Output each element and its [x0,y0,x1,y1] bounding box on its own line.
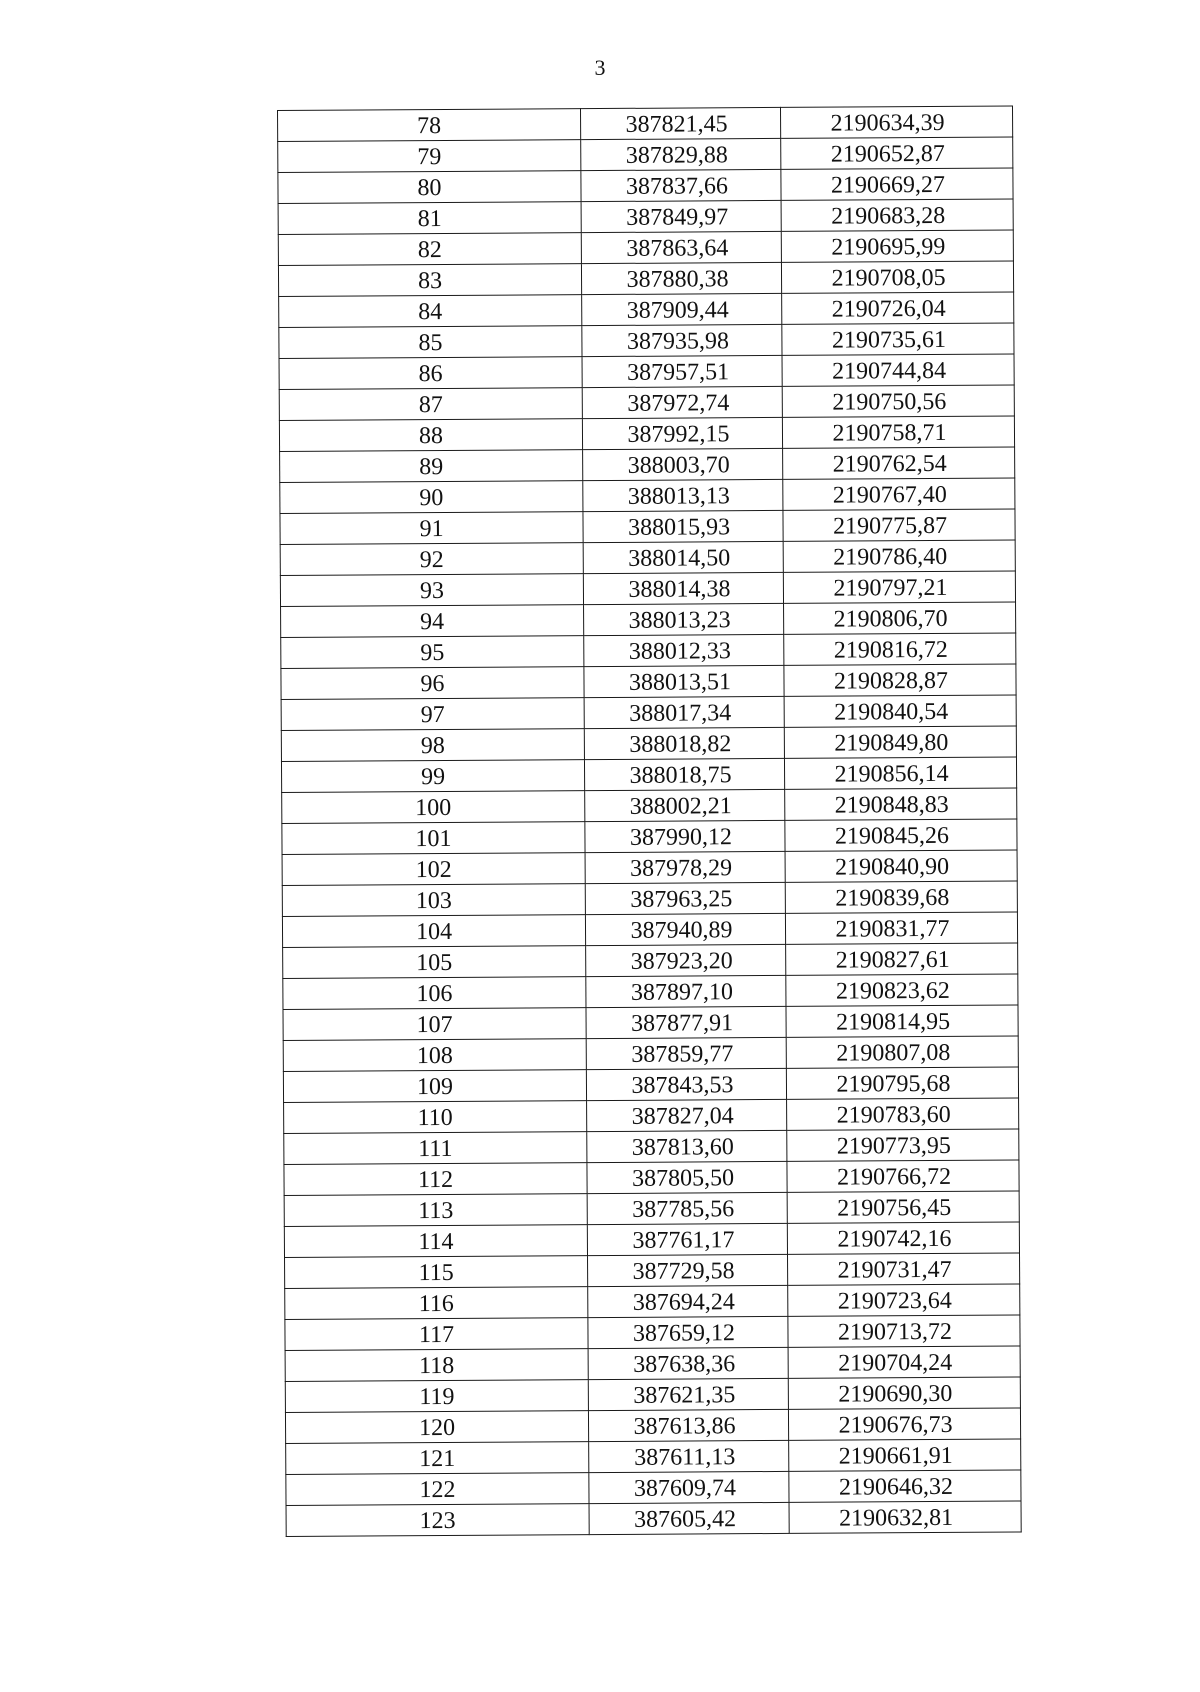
table-row [280,478,1015,513]
point-number-cell: 115 [285,1256,588,1289]
x-coordinate-cell: 387729,58 [588,1254,788,1286]
x-coordinate-cell: 388003,70 [583,448,783,480]
y-coordinate-cell: 2190775,87 [783,509,1015,541]
x-coordinate-cell: 387837,66 [581,169,781,201]
point-number-cell: 84 [279,295,582,328]
table-row [285,1346,1020,1381]
x-coordinate-cell: 387957,51 [582,355,782,387]
x-coordinate-cell: 387827,04 [587,1099,787,1131]
y-coordinate-cell: 2190646,32 [789,1470,1021,1502]
point-number-cell: 93 [280,574,583,607]
table-row [282,881,1017,916]
y-coordinate-cell: 2190848,83 [785,788,1017,820]
table-row [281,695,1016,730]
y-coordinate-cell: 2190661,91 [789,1439,1021,1471]
x-coordinate-cell: 388018,82 [584,727,784,759]
y-coordinate-cell: 2190767,40 [783,478,1015,510]
x-coordinate-cell: 387613,86 [588,1409,788,1441]
table-row [283,1067,1018,1102]
y-coordinate-cell: 2190806,70 [784,602,1016,634]
x-coordinate-cell: 388017,34 [584,696,784,728]
y-coordinate-cell: 2190683,28 [781,199,1013,231]
table-row [282,912,1017,947]
x-coordinate-cell: 387849,97 [581,200,781,232]
point-number-cell: 105 [283,946,586,979]
x-coordinate-cell: 387611,13 [589,1440,789,1472]
point-number-cell: 82 [278,233,581,266]
x-coordinate-cell: 387843,53 [586,1068,786,1100]
x-coordinate-cell: 388018,75 [584,758,784,790]
x-coordinate-cell: 387923,20 [586,944,786,976]
y-coordinate-cell: 2190669,27 [781,168,1013,200]
table-row [285,1315,1020,1350]
point-number-cell: 103 [282,884,585,917]
point-number-cell: 79 [278,140,581,173]
table-row [281,726,1016,761]
table-row [285,1408,1020,1443]
table-row [280,509,1015,544]
y-coordinate-cell: 2190731,47 [788,1253,1020,1285]
y-coordinate-cell: 2190676,73 [788,1408,1020,1440]
table-row [285,1253,1020,1288]
table-row [284,1129,1019,1164]
y-coordinate-cell: 2190735,61 [782,323,1014,355]
y-coordinate-cell: 2190723,64 [788,1284,1020,1316]
point-number-cell: 100 [282,791,585,824]
point-number-cell: 97 [281,698,584,731]
x-coordinate-cell: 387659,12 [588,1316,788,1348]
y-coordinate-cell: 2190840,54 [784,695,1016,727]
x-coordinate-cell: 387978,29 [585,851,785,883]
x-coordinate-cell: 387863,64 [581,231,781,263]
point-number-cell: 112 [284,1163,587,1196]
table-row [282,819,1017,854]
x-coordinate-cell: 387992,15 [582,417,782,449]
y-coordinate-cell: 2190807,08 [786,1036,1018,1068]
x-coordinate-cell: 387972,74 [582,386,782,418]
x-coordinate-cell: 387990,12 [585,820,785,852]
point-number-cell: 117 [285,1318,588,1351]
x-coordinate-cell: 387935,98 [582,324,782,356]
table-row [279,385,1014,420]
y-coordinate-cell: 2190786,40 [783,540,1015,572]
y-coordinate-cell: 2190726,04 [782,292,1014,324]
x-coordinate-cell: 388013,13 [583,479,783,511]
table-row [278,168,1013,203]
point-number-cell: 106 [283,977,586,1010]
table-row [280,447,1015,482]
table-row [278,137,1013,172]
x-coordinate-cell: 387621,35 [588,1378,788,1410]
point-number-cell: 83 [278,264,581,297]
point-number-cell: 101 [282,822,585,855]
table-row [284,1222,1019,1257]
table-row [279,292,1014,327]
table-row [281,664,1016,699]
table-row [283,1005,1018,1040]
y-coordinate-cell: 2190713,72 [788,1315,1020,1347]
y-coordinate-cell: 2190634,39 [780,106,1012,138]
table-row [281,757,1016,792]
point-number-cell: 109 [283,1070,586,1103]
point-number-cell: 87 [279,388,582,421]
y-coordinate-cell: 2190828,87 [784,664,1016,696]
x-coordinate-cell: 387694,24 [588,1285,788,1317]
x-coordinate-cell: 388012,33 [584,634,784,666]
table-row [279,416,1014,451]
point-number-cell: 96 [281,667,584,700]
x-coordinate-cell: 387821,45 [580,107,780,139]
point-number-cell: 104 [282,915,585,948]
y-coordinate-cell: 2190845,26 [785,819,1017,851]
y-coordinate-cell: 2190632,81 [789,1501,1021,1533]
y-coordinate-cell: 2190762,54 [783,447,1015,479]
y-coordinate-cell: 2190839,68 [785,881,1017,913]
y-coordinate-cell: 2190797,21 [783,571,1015,603]
y-coordinate-cell: 2190695,99 [781,230,1013,262]
coordinates-table-body [278,106,1022,1536]
y-coordinate-cell: 2190856,14 [784,757,1016,789]
table-row [285,1284,1020,1319]
table-row [279,354,1014,389]
x-coordinate-cell: 387638,36 [588,1347,788,1379]
x-coordinate-cell: 387785,56 [587,1192,787,1224]
x-coordinate-cell: 387829,88 [581,138,781,170]
table-row [283,943,1018,978]
table-row [278,230,1013,265]
x-coordinate-cell: 388014,38 [583,572,783,604]
y-coordinate-cell: 2190814,95 [786,1005,1018,1037]
table-row [282,850,1017,885]
point-number-cell: 92 [280,543,583,576]
point-number-cell: 111 [284,1132,587,1165]
y-coordinate-cell: 2190816,72 [784,633,1016,665]
y-coordinate-cell: 2190758,71 [782,416,1014,448]
point-number-cell: 110 [284,1101,587,1134]
x-coordinate-cell: 388013,51 [584,665,784,697]
page-number: 3 [594,55,606,80]
table-row [283,974,1018,1009]
x-coordinate-cell: 388013,23 [584,603,784,635]
x-coordinate-cell: 387609,74 [589,1471,789,1503]
x-coordinate-cell: 387897,10 [586,975,786,1007]
table-row [278,106,1013,141]
y-coordinate-cell: 2190773,95 [787,1129,1019,1161]
y-coordinate-cell: 2190849,80 [784,726,1016,758]
x-coordinate-cell: 388014,50 [583,541,783,573]
y-coordinate-cell: 2190756,45 [787,1191,1019,1223]
table-row [285,1377,1020,1412]
y-coordinate-cell: 2190742,16 [787,1222,1019,1254]
x-coordinate-cell: 387859,77 [586,1037,786,1069]
point-number-cell: 108 [283,1039,586,1072]
point-number-cell: 98 [281,729,584,762]
point-number-cell: 118 [285,1349,588,1382]
y-coordinate-cell: 2190690,30 [788,1377,1020,1409]
point-number-cell: 81 [278,202,581,235]
point-number-cell: 119 [285,1380,588,1413]
x-coordinate-cell: 387761,17 [587,1223,787,1255]
table-row [286,1501,1021,1536]
x-coordinate-cell: 387605,42 [589,1502,789,1534]
x-coordinate-cell: 387805,50 [587,1161,787,1193]
point-number-cell: 99 [281,760,584,793]
x-coordinate-cell: 388015,93 [583,510,783,542]
point-number-cell: 88 [279,419,582,452]
x-coordinate-cell: 388002,21 [585,789,785,821]
y-coordinate-cell: 2190831,77 [785,912,1017,944]
table-row [281,602,1016,637]
x-coordinate-cell: 387940,89 [585,913,785,945]
point-number-cell: 113 [284,1194,587,1227]
point-number-cell: 95 [281,636,584,669]
point-number-cell: 123 [286,1504,589,1537]
point-number-cell: 85 [279,326,582,359]
table-row [284,1098,1019,1133]
table-row [284,1160,1019,1195]
table-row [283,1036,1018,1071]
point-number-cell: 80 [278,171,581,204]
y-coordinate-cell: 2190708,05 [781,261,1013,293]
table-row [280,540,1015,575]
y-coordinate-cell: 2190652,87 [781,137,1013,169]
coordinates-table [277,106,1022,1537]
table-row [286,1470,1021,1505]
point-number-cell: 90 [280,481,583,514]
y-coordinate-cell: 2190744,84 [782,354,1014,386]
point-number-cell: 86 [279,357,582,390]
point-number-cell: 91 [280,512,583,545]
point-number-cell: 78 [278,109,581,142]
table-row [278,261,1013,296]
y-coordinate-cell: 2190750,56 [782,385,1014,417]
point-number-cell: 107 [283,1008,586,1041]
y-coordinate-cell: 2190704,24 [788,1346,1020,1378]
point-number-cell: 102 [282,853,585,886]
point-number-cell: 122 [286,1473,589,1506]
x-coordinate-cell: 387877,91 [586,1006,786,1038]
point-number-cell: 94 [281,605,584,638]
x-coordinate-cell: 387963,25 [585,882,785,914]
table-row [281,633,1016,668]
table-row [278,199,1013,234]
x-coordinate-cell: 387880,38 [581,262,781,294]
table-row [284,1191,1019,1226]
y-coordinate-cell: 2190766,72 [787,1160,1019,1192]
point-number-cell: 89 [280,450,583,483]
y-coordinate-cell: 2190840,90 [785,850,1017,882]
point-number-cell: 121 [286,1442,589,1475]
y-coordinate-cell: 2190795,68 [786,1067,1018,1099]
y-coordinate-cell: 2190827,61 [786,943,1018,975]
point-number-cell: 114 [284,1225,587,1258]
point-number-cell: 120 [285,1411,588,1444]
x-coordinate-cell: 387909,44 [582,293,782,325]
table-row [280,571,1015,606]
y-coordinate-cell: 2190823,62 [786,974,1018,1006]
table-row [282,788,1017,823]
y-coordinate-cell: 2190783,60 [787,1098,1019,1130]
table-row [286,1439,1021,1474]
table-row [279,323,1014,358]
x-coordinate-cell: 387813,60 [587,1130,787,1162]
point-number-cell: 116 [285,1287,588,1320]
